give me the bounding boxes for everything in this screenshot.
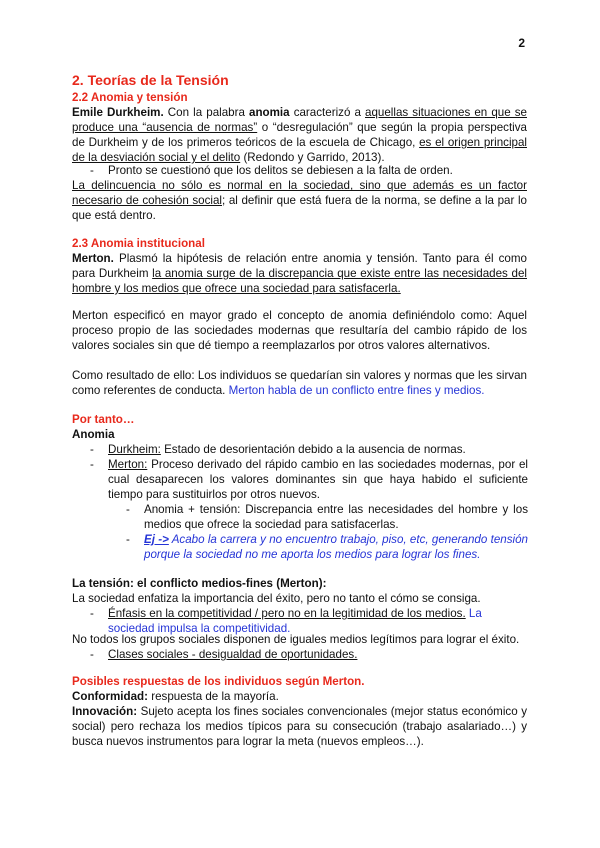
paragraph-delincuencia: [72, 178, 527, 223]
dash-bullet: -: [90, 443, 94, 456]
dash-bullet: -: [126, 503, 130, 516]
subheading-anomia: Anomia: [72, 428, 115, 441]
heading-2-2: 2.2 Anomia y tensión: [72, 91, 188, 104]
heading-tension: La tensión: el conflicto medios-fines (Merton):: [72, 577, 327, 590]
paragraph-merton: [72, 251, 527, 296]
bullet-clases: Clases sociales - desigualdad de oportunidades.: [108, 648, 358, 661]
text: caracterizó a: [289, 106, 365, 119]
text: Proceso derivado del rápido cambio en las sociedades modernas, por el cual desaparecen los valores dominantes sin que haya habido el suficiente tiempo para sustituirlos por otros nuevos.: [108, 458, 528, 501]
text: ; al definir que está fuera de la norma, se define a la par lo que está dentro.: [72, 194, 527, 222]
underlined-text: Énfasis en la competitividad / pero no en la legitimidad de los medios.: [108, 607, 466, 620]
dash-bullet: -: [126, 533, 130, 546]
paragraph-conformidad: [72, 689, 527, 704]
paragraph-durkheim: [72, 105, 527, 165]
dash-bullet: -: [90, 607, 94, 620]
example-label: Ej ->: [144, 533, 169, 546]
label: Innovación:: [72, 705, 138, 718]
heading-2-3: 2.3 Anomia institucional: [72, 237, 205, 250]
page-number: 2: [518, 36, 525, 50]
paragraph-grupos: No todos los grupos sociales disponen de iguales medios legítimos para lograr el éxito.: [72, 633, 520, 646]
anomia-term: anomia: [249, 106, 290, 119]
paragraph-innovacion: [72, 704, 527, 749]
blue-text: Merton habla de un conflicto entre fines y medios.: [228, 384, 485, 397]
label: Durkheim:: [108, 443, 161, 456]
heading-por-tanto: Por tanto…: [72, 413, 135, 426]
bullet-pronto: Pronto se cuestionó que los delitos se debiesen a la falta de orden.: [108, 164, 453, 177]
paragraph-resultado: [72, 368, 527, 398]
label: Conformidad:: [72, 690, 148, 703]
blue-text: La sociedad impulsa la competitividad.: [108, 607, 482, 635]
text: o “desregulación” que según la propia perspectiva de Durkheim y de los primeros teóricos de la escuela de Chicago,: [72, 121, 527, 149]
dash-bullet: -: [90, 458, 94, 471]
underlined-text: aquellas situaciones en que se produce una “ausencia de normas”: [72, 106, 527, 134]
dash-bullet: -: [90, 164, 94, 177]
underlined-text: La delincuencia no sólo es normal en la sociedad, sino que además es un factor necesario de cohesión social: [72, 179, 527, 207]
underlined-text: es el origen principal de la desviación social y el delito: [72, 136, 527, 164]
heading-respuestas: Posibles respuestas de los individuos según Merton.: [72, 675, 365, 688]
underlined-text: la anomia surge de la discrepancia que existe entre las necesidades del hombre y los medios que ofrece una sociedad para satisfacerla.: [72, 267, 527, 295]
paragraph-exito: La sociedad enfatiza la importancia del éxito, pero no tanto el cómo se consiga.: [72, 592, 481, 605]
text: respuesta de la mayoría.: [148, 690, 279, 703]
bullet-anomia-tension: Anomia + tensión: Discrepancia entre las necesidades del hombre y los medios que ofrece la sociedad para satisfacerlas.: [144, 503, 528, 531]
section-title: 2. Teorías de la Tensión: [72, 72, 229, 88]
citation: (Redondo y Garrido, 2013).: [240, 151, 385, 164]
text: Con la palabra: [163, 106, 250, 119]
bullet-ejemplo: [144, 532, 528, 562]
paragraph-merton-especifico: Merton especificó en mayor grado el concepto de anomia definiéndolo como: Aquel proceso propio de las sociedades modernas que resultaría del cambio rápido de los valores sociales sin que dé tiempo a reemplazarlos por otros valores alternativos.: [72, 309, 527, 352]
label: Merton:: [108, 458, 148, 471]
dash-bullet: -: [90, 648, 94, 661]
example-text: Acabo la carrera y no encuentro trabajo, piso, etc, generando tensión porque la sociedad no me aporta los medios para lograr los fines.: [144, 533, 528, 561]
text: Estado de desorientación debido a la ausencia de normas.: [160, 443, 466, 456]
bullet-durkheim: [108, 442, 528, 457]
text: Como resultado de ello: Los individuos se quedarían sin valores y normas que les sirvan como referentes de conducta.: [72, 369, 527, 397]
text: Plasmó la hipótesis de relación entre anomia y tensión. Tanto para él como para Durkheim: [72, 252, 527, 280]
bullet-merton: [108, 457, 528, 502]
durkheim-name: Emile Durkheim.: [72, 106, 164, 119]
merton-name: Merton.: [72, 252, 114, 265]
text: Sujeto acepta los fines sociales convencionales (mejor status económico y social) pero rechaza los medios típicos para su consecución (trabajo asalariado…) y busca nuevos instrumentos para lograr la meta (nuevos empleos…).: [72, 705, 527, 748]
